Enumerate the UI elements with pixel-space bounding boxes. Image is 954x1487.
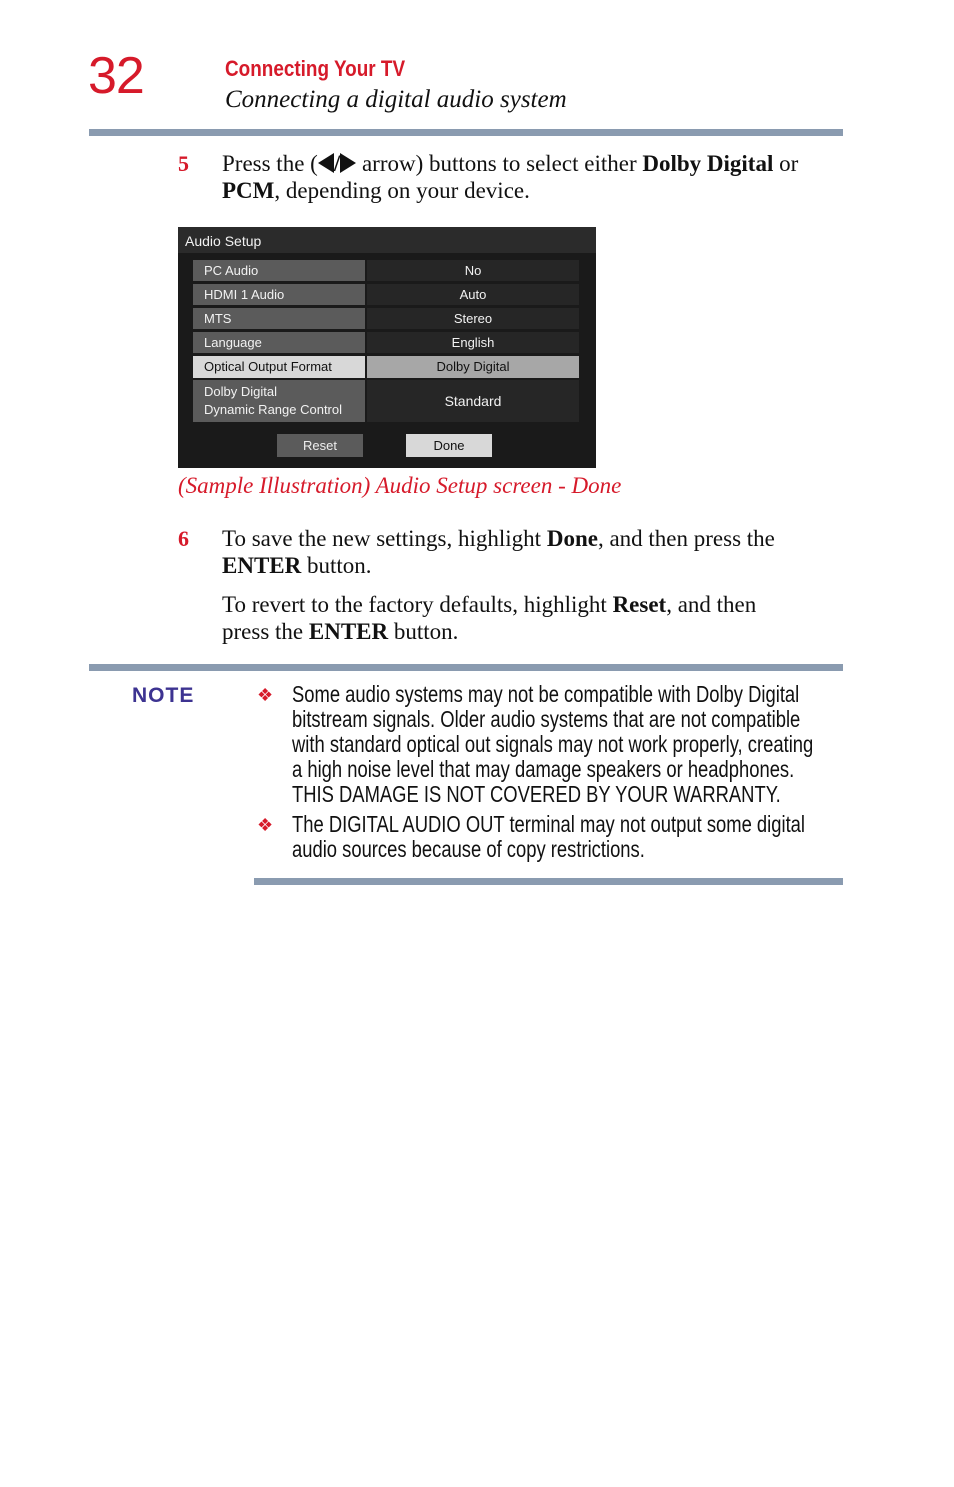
note-line: with standard optical out signals may not work properly, creating (292, 731, 814, 757)
note-top-rule (89, 664, 843, 671)
menu-row-label-line: Dynamic Range Control (204, 402, 343, 417)
menu-title: Audio Setup (185, 233, 262, 249)
menu-row-label-pc-audio[interactable]: PC Audio (193, 260, 365, 281)
left-arrow-icon (318, 153, 334, 173)
note-line: THIS DAMAGE IS NOT COVERED BY YOUR WARRANTY. (292, 781, 781, 807)
bullet-icon: ❖ (257, 815, 274, 835)
note-line: bitstream signals. Older audio systems that are not compatible (292, 706, 801, 732)
menu-row-label-optical-output-format[interactable]: Optical Output Format (193, 356, 365, 378)
note-line: Some audio systems may not be compatible with Dolby Digital (292, 681, 800, 707)
page-number: 32 (88, 47, 144, 105)
note-item-1 (292, 682, 840, 807)
note-label: NOTE (132, 684, 195, 707)
step-5-text: Press the ( / arrow) buttons to select either Dolby Digital or PCM, depending on your device. (222, 151, 799, 203)
menu-row-label-mts[interactable]: MTS (193, 308, 365, 329)
step-6-text: To save the new settings, highlight Done, and then press the ENTER button. (222, 526, 775, 578)
menu-row-value-dolby-drc[interactable]: Standard (367, 380, 579, 422)
chapter-title: Connecting Your TV (225, 56, 406, 81)
figure-caption: (Sample Illustration) Audio Setup screen - Done (178, 473, 622, 498)
menu-row-label-language[interactable]: Language (193, 332, 365, 353)
step-6-revert-text: To revert to the factory defaults, highlight Reset, and then press the ENTER button. (222, 592, 757, 644)
section-title: Connecting a digital audio system (225, 86, 567, 113)
note-bottom-rule (254, 878, 843, 885)
menu-row-value-pc-audio[interactable]: No (367, 260, 579, 281)
menu-row-value-mts[interactable]: Stereo (367, 308, 579, 329)
menu-row-label-line: Dolby Digital (204, 384, 277, 399)
bullet-icon: ❖ (257, 685, 274, 705)
reset-button[interactable]: Reset (277, 434, 363, 457)
step-number-5: 5 (178, 151, 189, 176)
audio-setup-screen (178, 227, 596, 468)
done-button[interactable]: Done (406, 434, 492, 457)
note-item-2 (292, 812, 840, 862)
note-line: a high noise level that may damage speakers or headphones. (292, 756, 795, 782)
menu-row-label-hdmi1-audio[interactable]: HDMI 1 Audio (193, 284, 365, 305)
menu-row-label-dolby-drc[interactable] (193, 380, 365, 422)
menu-row-value-hdmi1-audio[interactable]: Auto (367, 284, 579, 305)
menu-row-value-optical-output-format[interactable]: Dolby Digital (367, 356, 579, 378)
menu-title-bar (178, 227, 596, 253)
header-rule (89, 129, 843, 136)
menu-row-value-language[interactable]: English (367, 332, 579, 353)
note-line: The DIGITAL AUDIO OUT terminal may not output some digital (292, 811, 806, 837)
note-line: audio sources because of copy restrictions. (292, 836, 645, 862)
right-arrow-icon (340, 153, 356, 173)
step-number-6: 6 (178, 526, 189, 551)
